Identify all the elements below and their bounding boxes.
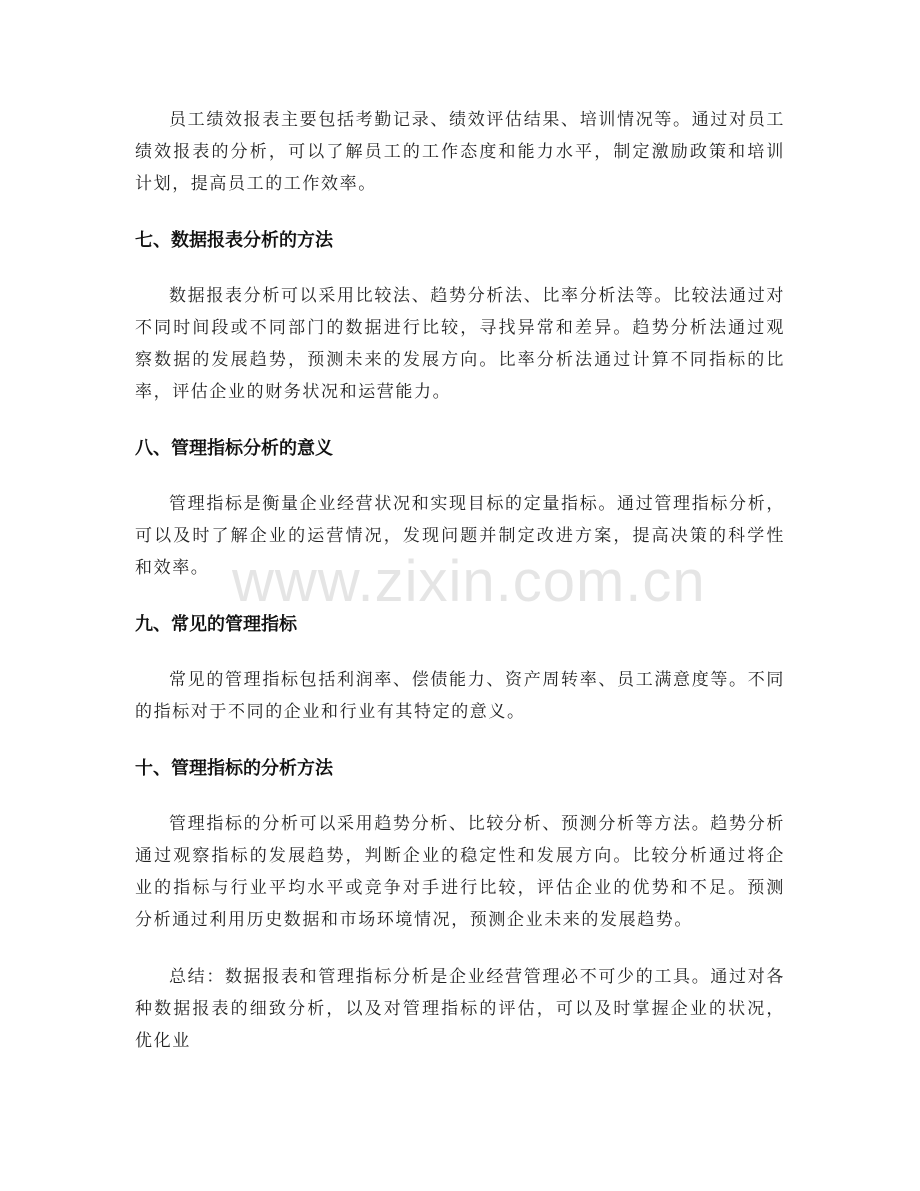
section-9-heading: 九、常见的管理指标 xyxy=(135,614,297,635)
section-8-paragraph: 管理指标是衡量企业经营状况和实现目标的定量指标。通过管理指标分析，可以及时了解企业的运营情况，发现问题并制定改进方案，提高决策的科学性和效率。 xyxy=(135,494,785,578)
summary-paragraph: 总结：数据报表和管理指标分析是企业经营管理必不可少的工具。通过对各种数据报表的细致分析，以及对管理指标的评估，可以及时掌握企业的状况，优化业 xyxy=(135,967,785,1051)
section-7-paragraph: 数据报表分析可以采用比较法、趋势分析法、比率分析法等。比较法通过对不同时间段或不同部门的数据进行比较，寻找异常和差异。趋势分析法通过观察数据的发展趋势，预测未来的发展方向。比率分析法通过计算不同指标的比率，评估企业的财务状况和运营能力。 xyxy=(135,286,785,402)
section-10-heading: 十、管理指标的分析方法 xyxy=(135,758,333,779)
section-9-paragraph: 常见的管理指标包括利润率、偿债能力、资产周转率、员工满意度等。不同的指标对于不同的企业和行业有其特定的意义。 xyxy=(135,670,785,722)
section-10-paragraph: 管理指标的分析可以采用趋势分析、比较分析、预测分析等方法。趋势分析通过观察指标的发展趋势，判断企业的稳定性和发展方向。比较分析通过将企业的指标与行业平均水平或竞争对手进行比较，评估企业的优势和不足。预测分析通过利用历史数据和市场环境情况，预测企业未来的发展趋势。 xyxy=(135,814,785,930)
section-7-heading: 七、数据报表分析的方法 xyxy=(135,230,333,251)
watermark: www.zixin.com.cn xyxy=(232,549,706,614)
intro-paragraph: 员工绩效报表主要包括考勤记录、绩效评估结果、培训情况等。通过对员工绩效报表的分析，可以了解员工的工作态度和能力水平，制定激励政策和培训计划，提高员工的工作效率。 xyxy=(135,110,785,194)
document-body xyxy=(135,104,785,1057)
section-8-heading: 八、管理指标分析的意义 xyxy=(135,438,333,459)
